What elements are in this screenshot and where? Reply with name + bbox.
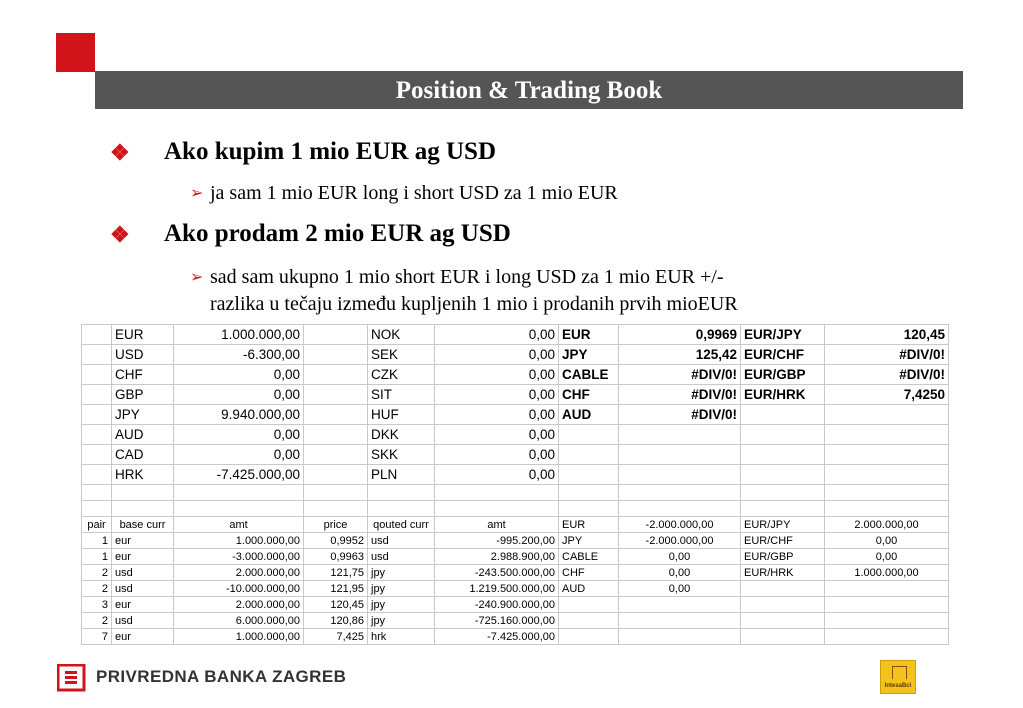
table-cell xyxy=(82,405,112,425)
table-cell: SEK xyxy=(368,345,435,365)
position-row xyxy=(82,425,949,445)
table-cell: hrk xyxy=(368,629,435,645)
table-cell xyxy=(619,597,741,613)
table-cell: AUD xyxy=(112,425,174,445)
table-cell xyxy=(825,425,949,445)
table-cell: 0,00 xyxy=(825,549,949,565)
table-cell: -6.300,00 xyxy=(174,345,304,365)
position-row xyxy=(82,445,949,465)
table-cell: 0,00 xyxy=(435,425,559,445)
table-cell xyxy=(825,613,949,629)
table-cell: #DIV/0! xyxy=(619,385,741,405)
table-cell xyxy=(304,465,368,485)
table-cell xyxy=(304,425,368,445)
trade-row xyxy=(82,565,949,581)
table-cell: GBP xyxy=(112,385,174,405)
table-cell: 1 xyxy=(82,533,112,549)
table-cell: -7.425.000,00 xyxy=(174,465,304,485)
table-cell xyxy=(825,581,949,597)
bullet-2-sub-1-text: sad sam ukupno 1 mio short EUR i long USD za 1 mio EUR +/- xyxy=(210,266,724,288)
table-cell xyxy=(559,465,619,485)
table-cell: 2 xyxy=(82,565,112,581)
table-cell: 2 xyxy=(82,613,112,629)
table-cell: 0,00 xyxy=(619,549,741,565)
table-cell: #DIV/0! xyxy=(825,345,949,365)
table-cell: 2.000.000,00 xyxy=(825,517,949,533)
table-cell: -243.500.000,00 xyxy=(435,565,559,581)
table-cell xyxy=(825,465,949,485)
table-cell xyxy=(825,445,949,465)
table-cell: #DIV/0! xyxy=(619,405,741,425)
table-cell: -7.425.000,00 xyxy=(435,629,559,645)
table-cell: usd xyxy=(112,581,174,597)
table-cell: 7 xyxy=(82,629,112,645)
table-cell xyxy=(82,445,112,465)
table-cell: EUR xyxy=(559,325,619,345)
table-cell: 0,9963 xyxy=(304,549,368,565)
table-cell: EUR xyxy=(559,517,619,533)
table-cell: 7,4250 xyxy=(825,385,949,405)
table-header-cell: price xyxy=(304,517,368,533)
table-cell: 0,00 xyxy=(435,365,559,385)
table-cell xyxy=(825,597,949,613)
table-cell: #DIV/0! xyxy=(619,365,741,385)
table-cell xyxy=(82,465,112,485)
table-cell: 0,00 xyxy=(435,465,559,485)
table-cell xyxy=(741,465,825,485)
table-cell: CABLE xyxy=(559,549,619,565)
table-cell: EUR/CHF xyxy=(741,345,825,365)
slide-title: Position & Trading Book xyxy=(95,71,963,109)
trade-row xyxy=(82,613,949,629)
table-cell xyxy=(619,465,741,485)
arrow-bullet-icon: ➢ xyxy=(190,185,204,202)
table-cell: 0,00 xyxy=(174,365,304,385)
table-cell: -995.200,00 xyxy=(435,533,559,549)
table-header-cell: base curr xyxy=(112,517,174,533)
table-cell xyxy=(741,581,825,597)
table-cell: eur xyxy=(112,533,174,549)
table-cell: 9.940.000,00 xyxy=(174,405,304,425)
table-cell: AUD xyxy=(559,405,619,425)
table-cell: usd xyxy=(368,533,435,549)
table-cell: 120,45 xyxy=(825,325,949,345)
table-cell: EUR/JPY xyxy=(741,325,825,345)
table-cell: -2.000.000,00 xyxy=(619,517,741,533)
table-cell xyxy=(559,425,619,445)
blank-rows xyxy=(82,485,949,517)
table-cell: jpy xyxy=(368,597,435,613)
table-cell: jpy xyxy=(368,565,435,581)
table-cell xyxy=(559,597,619,613)
table-cell: 0,00 xyxy=(435,385,559,405)
table-cell: 1 xyxy=(82,549,112,565)
table-cell: EUR/HRK xyxy=(741,385,825,405)
table-cell xyxy=(619,613,741,629)
intesa-logo-text: IntesaBci xyxy=(884,683,912,689)
table-cell xyxy=(741,405,825,425)
table-cell: EUR/GBP xyxy=(741,549,825,565)
table-cell: jpy xyxy=(368,581,435,597)
table-cell: 120,45 xyxy=(304,597,368,613)
table-header-cell: amt xyxy=(435,517,559,533)
position-spreadsheet xyxy=(81,324,949,645)
table-cell: -240.900.000,00 xyxy=(435,597,559,613)
table-cell xyxy=(304,325,368,345)
table-cell: eur xyxy=(112,549,174,565)
table-cell: DKK xyxy=(368,425,435,445)
table-cell: USD xyxy=(112,345,174,365)
pbz-logo-icon xyxy=(57,664,87,697)
table-cell: 0,00 xyxy=(174,385,304,405)
position-row xyxy=(82,365,949,385)
bullet-1-text: Ako kupim 1 mio EUR ag USD xyxy=(164,138,497,165)
table-cell: jpy xyxy=(368,613,435,629)
table-cell: 0,00 xyxy=(435,345,559,365)
table-cell: EUR/HRK xyxy=(741,565,825,581)
table-cell xyxy=(741,629,825,645)
table-cell: eur xyxy=(112,629,174,645)
position-rows xyxy=(82,325,949,485)
table-cell: 0,00 xyxy=(619,565,741,581)
table-header-cell: amt xyxy=(174,517,304,533)
trade-row xyxy=(82,629,949,645)
table-cell xyxy=(304,365,368,385)
table-cell: AUD xyxy=(559,581,619,597)
table-cell: EUR/JPY xyxy=(741,517,825,533)
table-cell: JPY xyxy=(559,533,619,549)
table-cell: -2.000.000,00 xyxy=(619,533,741,549)
table-cell: PLN xyxy=(368,465,435,485)
trade-header-row xyxy=(82,517,949,533)
bullet-1-sub-1-text: ja sam 1 mio EUR long i short USD za 1 mio EUR xyxy=(210,182,618,204)
table-cell: usd xyxy=(112,565,174,581)
position-row xyxy=(82,465,949,485)
table-cell xyxy=(741,425,825,445)
trade-row xyxy=(82,597,949,613)
trade-row xyxy=(82,533,949,549)
table-cell xyxy=(741,445,825,465)
table-cell: 1.000.000,00 xyxy=(174,325,304,345)
intesabci-logo xyxy=(880,660,916,694)
table-cell: 1.219.500.000,00 xyxy=(435,581,559,597)
bank-name: PRIVREDNA BANKA ZAGREB xyxy=(96,667,347,686)
position-row xyxy=(82,325,949,345)
table-header-cell: pair xyxy=(82,517,112,533)
table-cell xyxy=(619,445,741,465)
trade-row xyxy=(82,581,949,597)
red-square-decoration xyxy=(56,33,95,72)
table-cell: 0,00 xyxy=(435,325,559,345)
table-cell: usd xyxy=(112,613,174,629)
table-cell: JPY xyxy=(559,345,619,365)
table-cell: 2.000.000,00 xyxy=(174,597,304,613)
position-row xyxy=(82,345,949,365)
table-cell: 120,86 xyxy=(304,613,368,629)
table-cell: EUR/CHF xyxy=(741,533,825,549)
table-cell: usd xyxy=(368,549,435,565)
table-cell xyxy=(82,325,112,345)
table-cell: 2.000.000,00 xyxy=(174,565,304,581)
table-cell: EUR/GBP xyxy=(741,365,825,385)
table-cell xyxy=(559,613,619,629)
table-cell: 2.988.900,00 xyxy=(435,549,559,565)
table-cell: NOK xyxy=(368,325,435,345)
table-cell xyxy=(741,597,825,613)
table-cell xyxy=(619,629,741,645)
table-cell: 0,00 xyxy=(825,533,949,549)
bullet-2-sub-2-text: razlika u tečaju između kupljenih 1 mio i prodanih prvih mioEUR xyxy=(210,293,738,315)
table-cell xyxy=(741,613,825,629)
table-cell: 7,425 xyxy=(304,629,368,645)
position-row xyxy=(82,405,949,425)
table-cell: 0,00 xyxy=(619,581,741,597)
table-cell: CABLE xyxy=(559,365,619,385)
table-cell: 0,00 xyxy=(435,405,559,425)
position-row xyxy=(82,385,949,405)
trade-row xyxy=(82,549,949,565)
table-cell: 121,75 xyxy=(304,565,368,581)
diamond-bullet-icon: ❖ xyxy=(110,222,130,247)
table-cell: HRK xyxy=(112,465,174,485)
table-cell xyxy=(82,425,112,445)
table-cell: 0,00 xyxy=(174,445,304,465)
bullet-2-text: Ako prodam 2 mio EUR ag USD xyxy=(164,220,511,247)
table-cell: 0,9952 xyxy=(304,533,368,549)
table-cell: 121,95 xyxy=(304,581,368,597)
table-cell xyxy=(825,629,949,645)
arrow-bullet-icon: ➢ xyxy=(190,269,204,286)
table-cell: 1.000.000,00 xyxy=(174,533,304,549)
table-cell: CHF xyxy=(559,565,619,581)
table-cell: 1.000.000,00 xyxy=(825,565,949,581)
table-cell xyxy=(304,345,368,365)
table-cell: #DIV/0! xyxy=(825,365,949,385)
table-cell: 0,00 xyxy=(174,425,304,445)
intesa-mark-icon xyxy=(892,666,907,679)
table-cell xyxy=(304,385,368,405)
table-cell: CAD xyxy=(112,445,174,465)
table-cell xyxy=(559,445,619,465)
table-cell xyxy=(825,405,949,425)
table-cell: HUF xyxy=(368,405,435,425)
table-cell: 3 xyxy=(82,597,112,613)
table-cell xyxy=(82,345,112,365)
table-cell: -3.000.000,00 xyxy=(174,549,304,565)
table-cell xyxy=(619,425,741,445)
table-cell xyxy=(304,405,368,425)
table-cell: -725.160.000,00 xyxy=(435,613,559,629)
table-cell: 1.000.000,00 xyxy=(174,629,304,645)
table-cell: 0,00 xyxy=(435,445,559,465)
table-cell: SIT xyxy=(368,385,435,405)
table-cell xyxy=(559,629,619,645)
diamond-bullet-icon: ❖ xyxy=(110,140,130,165)
table-header-cell: qouted curr xyxy=(368,517,435,533)
table-cell: CHF xyxy=(559,385,619,405)
table-cell: 0,9969 xyxy=(619,325,741,345)
table-cell: -10.000.000,00 xyxy=(174,581,304,597)
table-cell: SKK xyxy=(368,445,435,465)
table-cell: 125,42 xyxy=(619,345,741,365)
table-cell xyxy=(82,365,112,385)
table-cell: CHF xyxy=(112,365,174,385)
table-cell: 2 xyxy=(82,581,112,597)
table-cell xyxy=(304,445,368,465)
table-cell: JPY xyxy=(112,405,174,425)
table-cell: CZK xyxy=(368,365,435,385)
table-cell: EUR xyxy=(112,325,174,345)
table-cell: 6.000.000,00 xyxy=(174,613,304,629)
table-cell xyxy=(82,385,112,405)
table-cell: eur xyxy=(112,597,174,613)
trade-rows xyxy=(82,517,949,645)
